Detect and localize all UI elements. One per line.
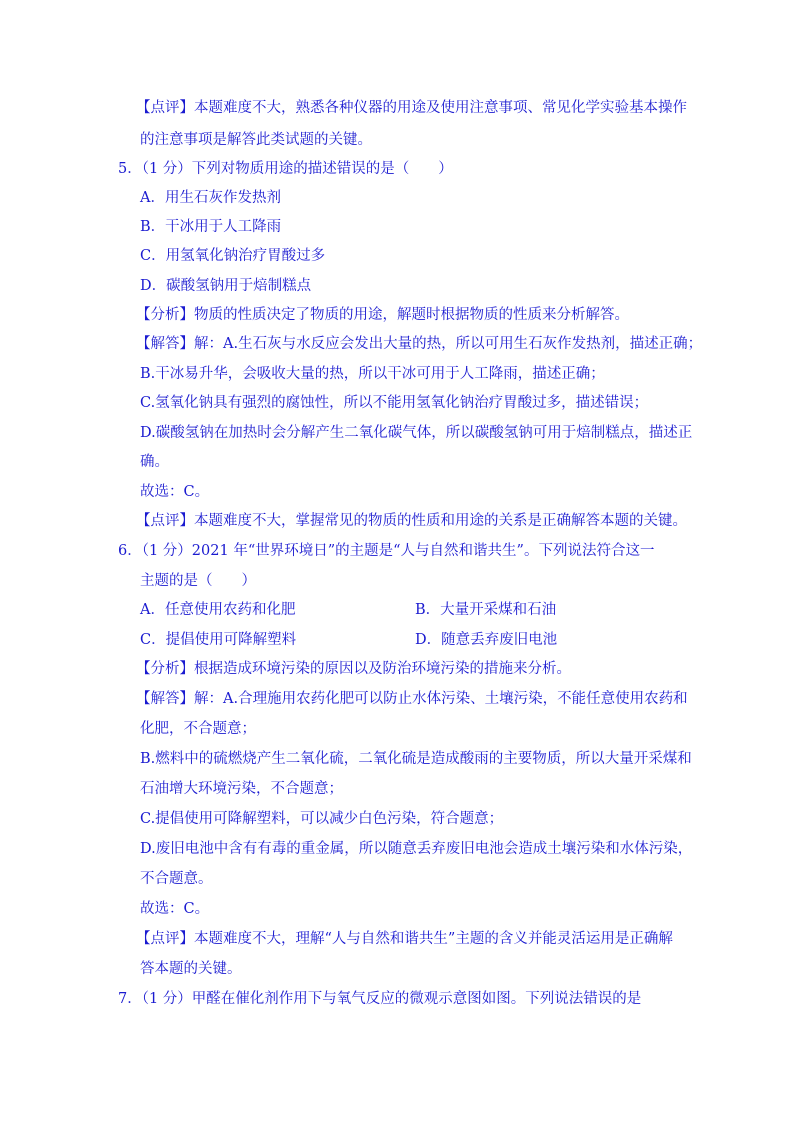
q6-answer-line-2: 化肥，不合题意； — [140, 721, 256, 737]
prev-comment-line-1: 【点评】本题难度不大，熟悉各种仪器的用途及使用注意事项、常见化学实验基本操作 — [136, 100, 687, 116]
q6-answer-line-1: 【解答】解：A.合理施用农药化肥可以防止水体污染、土壤污染，不能任意使用农药和 — [136, 691, 688, 707]
q5-choice: 故选：C。 — [140, 484, 210, 500]
q7-stem-line-1: 7．（1 分）甲醛在催化剂作用下与氧气反应的微观示意图如图。下列说法错误的是 — [118, 991, 642, 1007]
q5-answer-line-4: D.碳酸氢钠在加热时会分解产生二氧化碳气体，所以碳酸氢钠可用于焙制糕点，描述正 — [140, 425, 693, 441]
q5-answer-line-5: 确。 — [140, 454, 169, 470]
q5-answer-line-3: C.氢氧化钠具有强烈的腐蚀性，所以不能用氢氧化钠治疗胃酸过多，描述错误； — [140, 395, 649, 411]
q6-comment-line-1: 【点评】本题难度不大，理解“人与自然和谐共生”主题的含义并能灵活运用是正确解 — [136, 931, 673, 947]
q5-analysis: 【分析】物质的性质决定了物质的用途，解题时根据物质的性质来分析解答。 — [136, 307, 629, 323]
q6-option-a: A．任意使用农药和化肥 — [140, 602, 296, 618]
q5-option-b: B．干冰用于人工降雨 — [140, 219, 282, 235]
q5-option-c: C．用氢氧化钠治疗胃酸过多 — [140, 248, 326, 264]
q5-option-a: A．用生石灰作发热剂 — [140, 190, 281, 206]
q6-analysis: 【分析】根据造成环境污染的原因以及防治环境污染的措施来分析。 — [136, 661, 571, 677]
q5-comment: 【点评】本题难度不大，掌握常见的物质的性质和用途的关系是正确解答本题的关键。 — [136, 513, 687, 529]
q6-comment-line-2: 答本题的关键。 — [140, 961, 242, 977]
q6-answer-line-5: C.提倡使用可降解塑料，可以减少白色污染，符合题意； — [140, 811, 504, 827]
q6-stem-line-1: 6．（1 分）2021 年“世界环境日”的主题是“人与自然和谐共生”。下列说法符合这一 — [118, 543, 655, 559]
q6-answer-line-3: B.燃料中的硫燃烧产生二氧化硫，二氧化硫是造成酸雨的主要物质，所以大量开采煤和 — [140, 751, 692, 767]
q6-stem-line-2: 主题的是（ ） — [140, 573, 256, 589]
q5-option-d: D．碳酸氢钠用于焙制糕点 — [140, 278, 312, 294]
q6-answer-line-7: 不合题意。 — [140, 871, 213, 887]
q6-answer-line-6: D.废旧电池中含有有毒的重金属，所以随意丢弃废旧电池会造成土壤污染和水体污染， — [140, 841, 693, 857]
q6-option-c: C．提倡使用可降解塑料 — [140, 632, 297, 648]
q6-option-b: B．大量开采煤和石油 — [415, 602, 557, 618]
q6-option-d: D．随意丢弃废旧电池 — [415, 632, 558, 648]
q5-answer-line-2: B.干冰易升华，会吸收大量的热，所以干冰可用于人工降雨，描述正确； — [140, 366, 605, 382]
q6-answer-line-4: 石油增大环境污染，不合题意； — [140, 781, 343, 797]
q5-stem: 5．（1 分）下列对物质用途的描述错误的是（ ） — [118, 161, 453, 177]
q6-choice: 故选：C。 — [140, 901, 210, 917]
prev-comment-line-2: 的注意事项是解答此类试题的关键。 — [140, 132, 372, 148]
q5-answer-line-1: 【解答】解：A.生石灰与水反应会发出大量的热，所以可用生石灰作发热剂，描述正确； — [136, 336, 703, 352]
